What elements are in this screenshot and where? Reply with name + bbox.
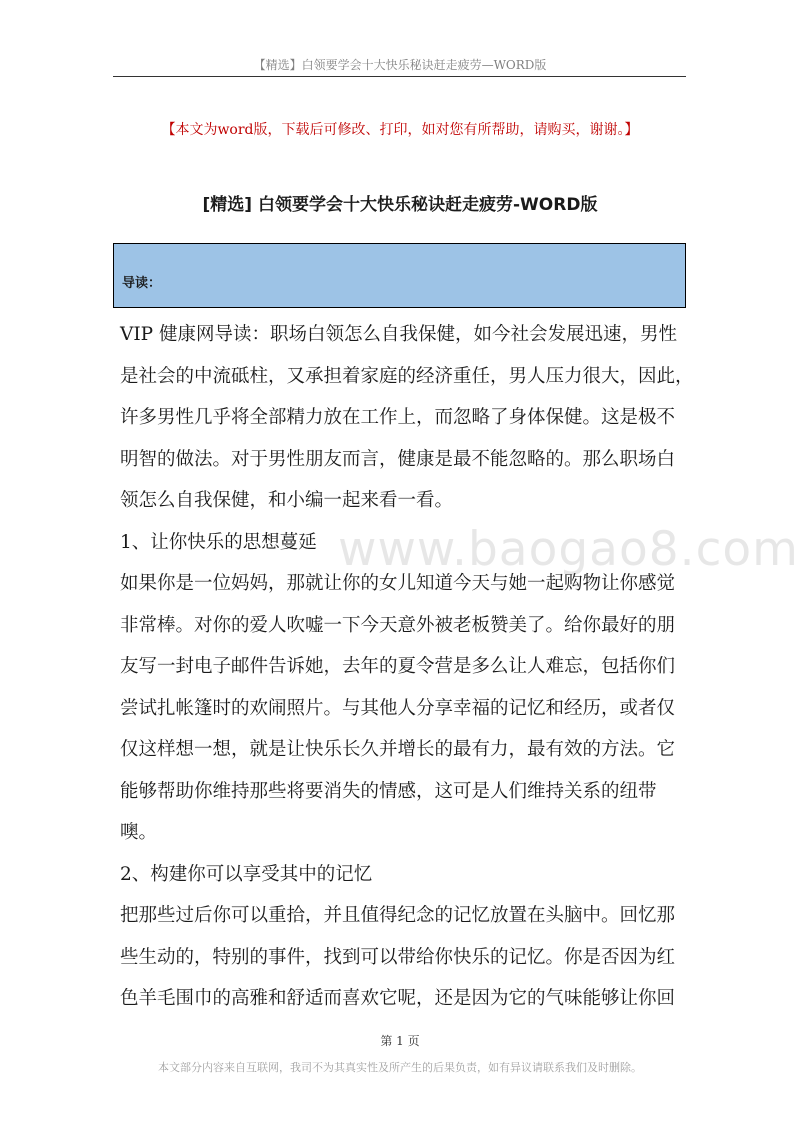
body-line: 明智的做法。对于男性朋友而言，健康是最不能忽略的。那么职场白 [120, 448, 676, 470]
body-line: 如果你是一位妈妈，那就让你的女儿知道今天与她一起购物让你感觉 [120, 573, 676, 594]
body-line: 尝试扎帐篷时的欢闹照片。与其他人分享幸福的记忆和经历，或者仅 [120, 697, 676, 719]
body-line: VIP 健康网导读：职场白领怎么自我保健，如今社会发展迅速，男性 [120, 324, 677, 345]
body-line: 许多男性几乎将全部精力放在工作上，而忽略了身体保健。这是极不 [120, 407, 676, 428]
body-line: 友写一封电子邮件告诉她，去年的夏令营是多么让人难忘，包括你们 [120, 656, 676, 677]
body-line: 些生动的，特别的事件，找到可以带给你快乐的记忆。你是否因为红 [120, 946, 676, 968]
page-number: 第 1 页 [380, 1034, 420, 1048]
guide-box [113, 243, 686, 308]
body-line: 领怎么自我保健，和小编一起来看一看。 [120, 490, 454, 511]
download-notice: 【本文为word版，下载后可修改、打印，如对您有所帮助，请购买，谢谢。】 [161, 122, 639, 138]
section-heading: 1、让你快乐的思想蔓延 [120, 531, 317, 553]
watermark: www.baogao8.com [338, 522, 799, 577]
guide-label: 导读： [122, 276, 162, 291]
page-header: 【精选】白领要学会十大快乐秘诀赶走疲劳—WORD版 [253, 58, 547, 72]
body-line: 是社会的中流砥柱，又承担着家庭的经济重任，男人压力很大，因此， [120, 365, 694, 387]
body-line: 色羊毛围巾的高雅和舒适而喜欢它呢，还是因为它的气味能够让你回 [120, 988, 676, 1009]
body-line: 把那些过后你可以重拾，并且值得纪念的记忆放置在头脑中。回忆那 [120, 905, 676, 926]
body-line: 能够帮助你维持那些将要消失的情感，这可是人们维持关系的纽带 [120, 780, 657, 802]
body-line: 仅这样想一想，就是让快乐长久并增长的最有力，最有效的方法。它 [120, 739, 676, 760]
section-heading: 2、构建你可以享受其中的记忆 [120, 863, 373, 885]
body-line: 噢。 [120, 822, 158, 843]
header-rule [113, 76, 686, 77]
document-title: [精选] 白领要学会十大快乐秘诀赶走疲劳-WORD版 [202, 195, 598, 215]
body-line: 非常棒。对你的爱人吹嘘一下今天意外被老板赞美了。给你最好的朋 [120, 614, 676, 636]
body-text [120, 314, 694, 1020]
footer-disclaimer: 本文部分内容来自互联网，我司不为其真实性及所产生的后果负责，如有异议请联系我们及时删除。 [158, 1061, 642, 1074]
